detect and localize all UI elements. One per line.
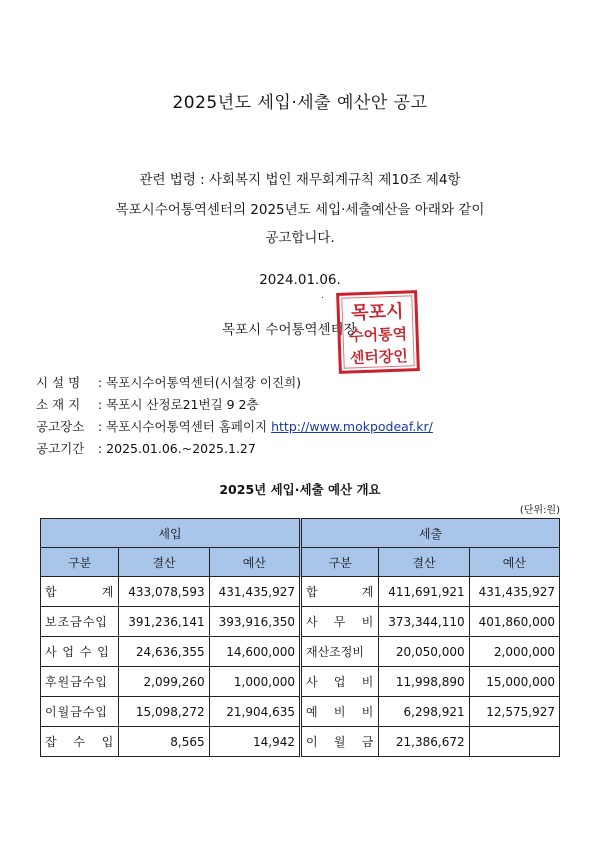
info-value: 목포시수어통역센터 홈페이지 bbox=[106, 419, 268, 434]
unit-label: (단위:원) bbox=[519, 505, 560, 516]
column-header: 구분 bbox=[41, 548, 119, 577]
info-period: 공고기간 : 2025.01.06.~2025.1.27 bbox=[36, 441, 256, 456]
page-title: 2025년도 세입·세출 예산안 공고 bbox=[172, 93, 428, 113]
income-budget: 393,916,350 bbox=[209, 607, 300, 637]
expense-settlement: 6,298,921 bbox=[379, 697, 469, 727]
income-budget: 21,904,635 bbox=[209, 697, 300, 727]
intro-notice-line: 목포시수어통역센터의 2025년도 세입·세출예산을 아래와 같이 bbox=[115, 202, 485, 218]
info-value: 목포시수어통역센터(시설장 이진희) bbox=[106, 375, 302, 390]
table-row bbox=[41, 667, 560, 697]
income-category: 보조금수입 bbox=[41, 607, 119, 637]
income-category: 잡 수 입 bbox=[41, 727, 119, 757]
income-settlement: 391,236,141 bbox=[119, 607, 209, 637]
income-budget: 1,000,000 bbox=[209, 667, 300, 697]
info-key: 시 설 명 bbox=[36, 375, 81, 390]
info-address: 소 재 지 : 목포시 산정로21번길 9 2층 bbox=[36, 397, 259, 412]
income-settlement: 15,098,272 bbox=[119, 697, 209, 727]
expense-category: 예 비 비 bbox=[301, 697, 379, 727]
seal-text-3: 센터장인 bbox=[349, 346, 409, 367]
expense-header: 세출 bbox=[301, 519, 560, 548]
budget-table bbox=[40, 518, 560, 757]
income-budget: 431,435,927 bbox=[209, 577, 300, 607]
table-row bbox=[41, 607, 560, 637]
income-budget: 14,942 bbox=[209, 727, 300, 757]
income-category: 이월금수입 bbox=[41, 697, 119, 727]
intro-notice-line-end: 공고합니다. bbox=[265, 230, 335, 246]
table-row bbox=[41, 637, 560, 667]
income-budget: 14,600,000 bbox=[209, 637, 300, 667]
expense-budget: 401,860,000 bbox=[469, 607, 559, 637]
income-settlement: 8,565 bbox=[119, 727, 209, 757]
expense-budget: 15,000,000 bbox=[469, 667, 559, 697]
expense-budget bbox=[469, 727, 559, 757]
income-settlement: 2,099,260 bbox=[119, 667, 209, 697]
expense-settlement: 411,691,921 bbox=[379, 577, 469, 607]
notice-date: 2024.01.06. bbox=[259, 272, 341, 288]
expense-category: 사 무 비 bbox=[301, 607, 379, 637]
income-header: 세입 bbox=[41, 519, 301, 548]
column-header: 예산 bbox=[469, 548, 559, 577]
expense-budget: 12,575,927 bbox=[469, 697, 559, 727]
homepage-link[interactable]: http://www.mokpodeaf.kr/ bbox=[271, 419, 433, 434]
expense-category: 합 계 bbox=[301, 577, 379, 607]
expense-budget: 431,435,927 bbox=[469, 577, 559, 607]
expense-settlement: 11,998,890 bbox=[379, 667, 469, 697]
info-key: 공고기간 bbox=[36, 441, 85, 456]
expense-settlement: 21,386,672 bbox=[379, 727, 469, 757]
info-value: 목포시 산정로21번길 9 2층 bbox=[106, 397, 259, 412]
table-title: 2025년 세입·세출 예산 개요 bbox=[219, 482, 381, 497]
table-row bbox=[41, 727, 560, 757]
expense-category: 재산조정비 bbox=[301, 637, 379, 667]
official-seal-icon bbox=[336, 290, 420, 374]
expense-settlement: 373,344,110 bbox=[379, 607, 469, 637]
column-header: 결산 bbox=[379, 548, 469, 577]
issuer-name: 목포시 수어통역센터장 bbox=[222, 322, 357, 338]
info-value: 2025.01.06.~2025.1.27 bbox=[106, 441, 256, 456]
income-settlement: 24,636,355 bbox=[119, 637, 209, 667]
intro-law-line: 관련 법령 : 사회복지 법인 재무회계규칙 제10조 제4항 bbox=[139, 172, 461, 188]
info-facility: 시 설 명 : 목포시수어통역센터(시설장 이진희) bbox=[36, 375, 302, 390]
dot-mark: · bbox=[321, 293, 325, 304]
income-category: 후원금수입 bbox=[41, 667, 119, 697]
expense-settlement: 20,050,000 bbox=[379, 637, 469, 667]
table-row bbox=[41, 697, 560, 727]
seal-text-1: 목포시 bbox=[350, 301, 404, 324]
expense-budget: 2,000,000 bbox=[469, 637, 559, 667]
expense-category: 사 업 비 bbox=[301, 667, 379, 697]
table-row bbox=[41, 577, 560, 607]
info-place: 공고장소 : 목포시수어통역센터 홈페이지 http://www.mokpodeaf.kr/ bbox=[36, 419, 433, 434]
column-header: 예산 bbox=[209, 548, 300, 577]
income-category: 사 업 수 입 bbox=[41, 637, 119, 667]
income-settlement: 433,078,593 bbox=[119, 577, 209, 607]
seal-text-2: 수어통역 bbox=[348, 324, 408, 346]
info-key: 공고장소 bbox=[36, 419, 85, 434]
column-header: 구분 bbox=[301, 548, 379, 577]
column-header: 결산 bbox=[119, 548, 209, 577]
expense-category: 이 월 금 bbox=[301, 727, 379, 757]
info-key: 소 재 지 bbox=[36, 397, 81, 412]
income-category: 합 계 bbox=[41, 577, 119, 607]
